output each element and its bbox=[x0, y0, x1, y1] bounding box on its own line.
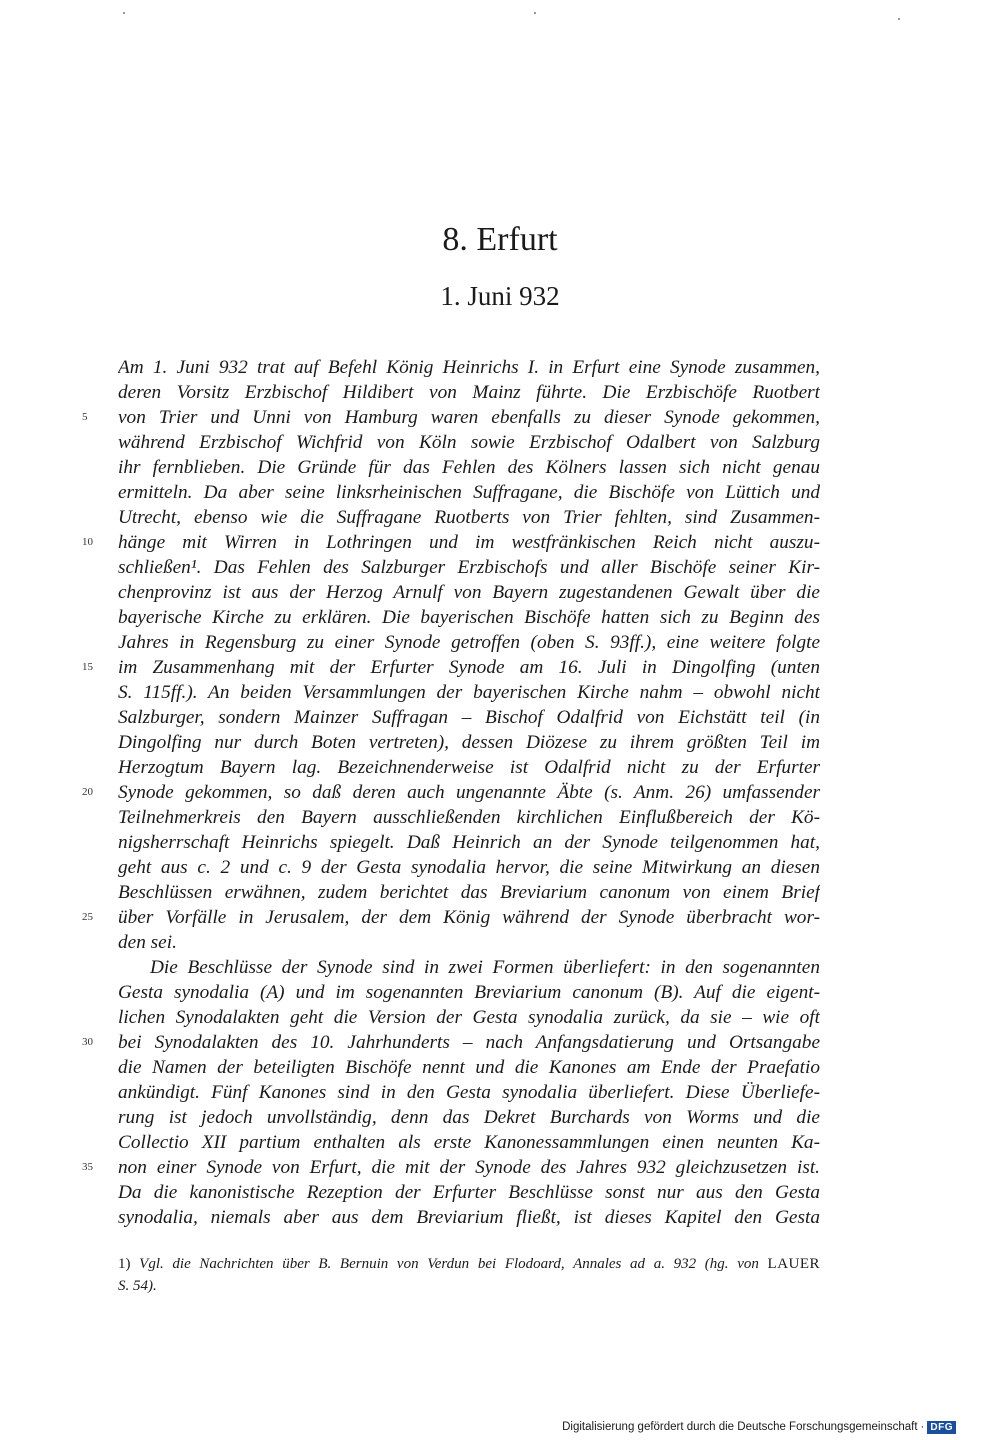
text-line: schließen¹. Das Fehlen des Salzburger Erzbischofs und aller Bischöfe seiner Kir- bbox=[118, 557, 820, 578]
text-line: bei Synodalakten des 10. Jahrhunderts – nach Anfangsdatierung und Ortsangabe bbox=[118, 1032, 820, 1053]
text-line: geht aus c. 2 und c. 9 der Gesta synodalia hervor, die seine Mitwirkung an diesen bbox=[118, 857, 820, 878]
text-line: Am 1. Juni 932 trat auf Befehl König Heinrichs I. in Erfurt eine Synode zusammen, bbox=[118, 357, 820, 378]
text-line: nigsherrschaft Heinrichs spiegelt. Daß Heinrich an der Synode teilgenommen hat, bbox=[118, 832, 820, 853]
text-line: Da die kanonistische Rezeption der Erfurter Beschlüsse sonst nur aus den Gesta bbox=[118, 1182, 820, 1203]
text-line: den sei. bbox=[118, 932, 177, 953]
line-number: 25 bbox=[82, 911, 93, 923]
footer-separator-dot: · bbox=[920, 1421, 925, 1433]
text-line: ermitteln. Da aber seine linksrheinischen Suffragane, die Bischöfe von Lüttich und bbox=[118, 482, 820, 503]
text-line: Herzogtum Bayern lag. Bezeichnenderweise ist Odalfrid nicht zu der Erfurter bbox=[118, 757, 820, 778]
text-line: deren Vorsitz Erzbischof Hildibert von Mainz führte. Die Erzbischöfe Ruotbert bbox=[118, 382, 820, 403]
footnote-line bbox=[118, 1253, 820, 1275]
text-line: ankündigt. Fünf Kanones sind in den Gesta synodalia überliefert. Diese Überliefe- bbox=[118, 1082, 820, 1103]
footnote-author: LAUER bbox=[767, 1256, 820, 1272]
text-line: Salzburger, sondern Mainzer Suffragan – Bischof Odalfrid von Eichstätt teil (in bbox=[118, 707, 820, 728]
chapter-date: 1. Juni 932 bbox=[440, 281, 560, 311]
text-line: Die Beschlüsse der Synode sind in zwei Formen überliefert: in den sogenannten bbox=[150, 957, 820, 978]
footer-text: Digitalisierung gefördert durch die Deutsche Forschungsgemeinschaft bbox=[562, 1421, 918, 1433]
line-number: 15 bbox=[82, 661, 93, 673]
scan-mark bbox=[534, 12, 536, 14]
text-line: hänge mit Wirren in Lothringen und im westfränkischen Reich nicht auszu- bbox=[118, 532, 820, 553]
text-line: Gesta synodalia (A) und im sogenannten Breviarium canonum (B). Auf die eigent- bbox=[118, 982, 820, 1003]
text-line: von Trier und Unni von Hamburg waren ebenfalls zu dieser Synode gekommen, bbox=[118, 407, 820, 428]
dfg-logo: DFG bbox=[927, 1421, 956, 1434]
footnote-text: Vgl. die Nachrichten über B. Bernuin von Verdun bei Flodoard, Annales ad a. 932 (hg. von bbox=[139, 1256, 759, 1272]
text-line: rung ist jedoch unvollständig, denn das Dekret Burchards von Worms und die bbox=[118, 1107, 820, 1128]
scan-mark bbox=[898, 18, 900, 20]
text-line: Synode gekommen, so daß deren auch ungenannte Äbte (s. Anm. 26) umfassender bbox=[118, 782, 820, 803]
text-line: non einer Synode von Erfurt, die mit der Synode des Jahres 932 gleichzusetzen ist. bbox=[118, 1157, 820, 1178]
text-line: Dingolfing nur durch Boten vertreten), dessen Diözese zu ihrem größten Teil im bbox=[118, 732, 820, 753]
text-line: S. 115ff.). An beiden Versammlungen der bayerischen Kirche nahm – obwohl nicht bbox=[118, 682, 820, 703]
line-number: 30 bbox=[82, 1036, 93, 1048]
scan-mark bbox=[123, 12, 125, 14]
text-line: bayerische Kirche zu erklären. Die bayerischen Bischöfe hatten sich zu Beginn des bbox=[118, 607, 820, 628]
text-line: Collectio XII partium enthalten als erste Kanonessammlungen einen neunten Ka- bbox=[118, 1132, 820, 1153]
text-line: im Zusammenhang mit der Erfurter Synode am 16. Juli in Dingolfing (unten bbox=[118, 657, 820, 678]
chapter-title: 8. Erfurt bbox=[442, 221, 558, 258]
text-line: synodalia, niemals aber aus dem Breviarium fließt, ist dieses Kapitel den Gesta bbox=[118, 1207, 820, 1228]
text-line: die Namen der beteiligten Bischöfe nennt und die Kanones am Ende der Praefatio bbox=[118, 1057, 820, 1078]
line-number: 5 bbox=[82, 411, 88, 423]
text-line: Utrecht, ebenso wie die Suffragane Ruotberts von Trier fehlten, sind Zusammen- bbox=[118, 507, 820, 528]
line-number: 20 bbox=[82, 786, 93, 798]
text-line: über Vorfälle in Jerusalem, der dem König während der Synode überbracht wor- bbox=[118, 907, 820, 928]
text-line: Jahres in Regensburg zu einer Synode getroffen (oben S. 93ff.), eine weitere folgte bbox=[118, 632, 820, 653]
text-line: während Erzbischof Wichfrid von Köln sowie Erzbischof Odalbert von Salzburg bbox=[118, 432, 820, 453]
footnote-line: S. 54). bbox=[118, 1278, 157, 1294]
line-number: 35 bbox=[82, 1161, 93, 1173]
text-line: Beschlüssen erwähnen, zudem berichtet das Breviarium canonum von einem Brief bbox=[118, 882, 820, 903]
digitization-footer bbox=[562, 1419, 956, 1435]
text-line: ihr fernblieben. Die Gründe für das Fehlen des Kölners lassen sich nicht genau bbox=[118, 457, 820, 478]
text-line: lichen Synodalakten geht die Version der Gesta synodalia zurück, da sie – wie oft bbox=[118, 1007, 820, 1028]
line-number: 10 bbox=[82, 536, 93, 548]
text-line: Teilnehmerkreis den Bayern ausschließenden kirchlichen Einflußbereich der Kö- bbox=[118, 807, 820, 828]
text-line: chenprovinz ist aus der Herzog Arnulf von Bayern zugestandenen Gewalt über die bbox=[118, 582, 820, 603]
footnote-number: 1) bbox=[118, 1256, 131, 1272]
